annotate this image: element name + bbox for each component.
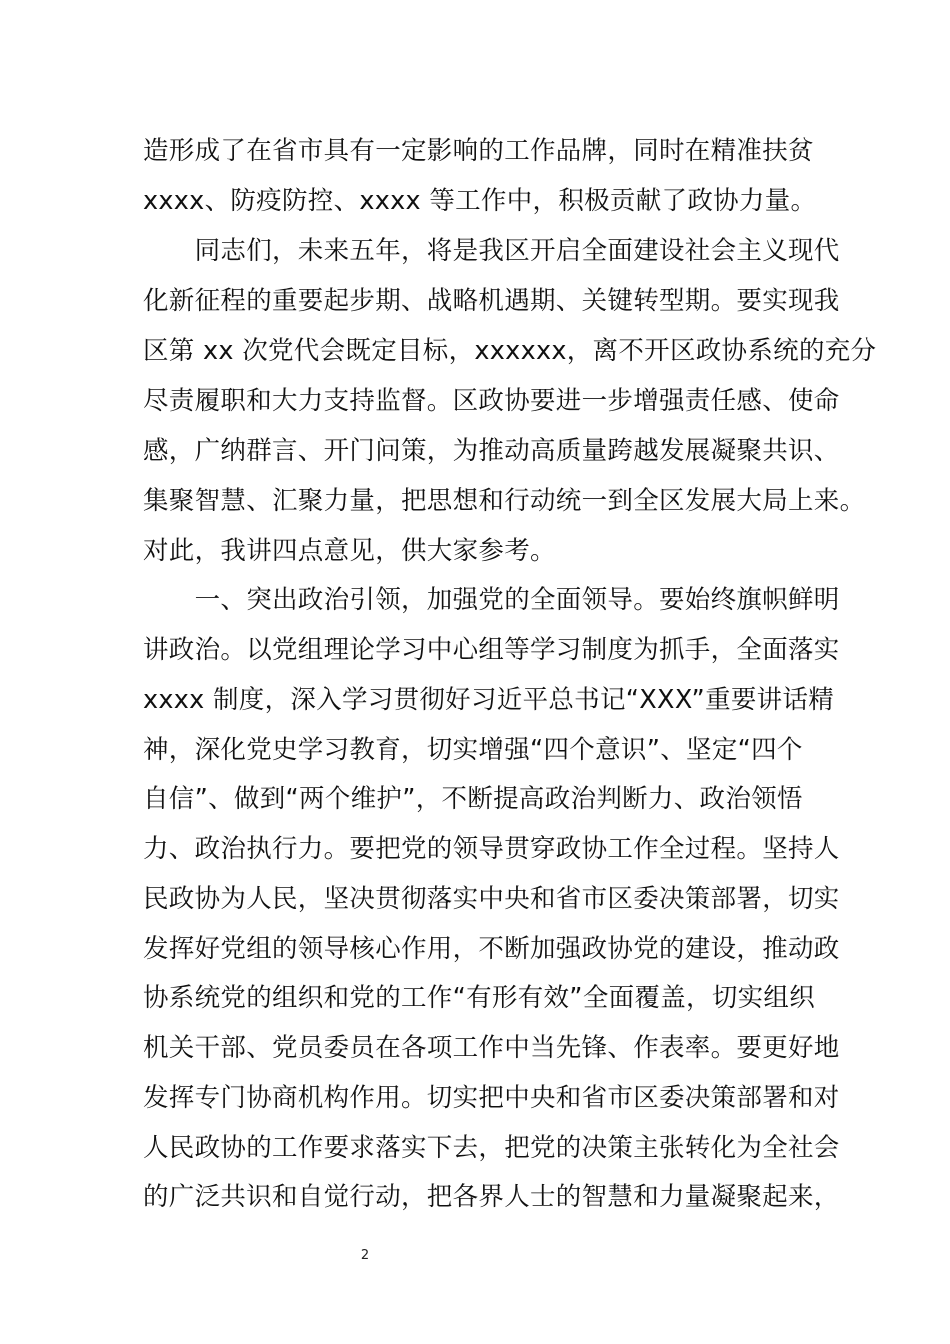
text-line: 造形成了在省市具有一定影响的工作品牌，同时在精准扶贫: [143, 136, 814, 166]
text-line: 发挥好党组的领导核心作用，不断加强政协党的建设，推动政: [143, 934, 840, 964]
text-line: 协系统党的组织和党的工作“有形有效”全面覆盖，切实组织: [143, 983, 816, 1013]
text-line: 发挥专门协商机构作用。切实把中央和省市区委决策部署和对: [143, 1083, 840, 1113]
text-line: xxxx、防疫防控、xxxx 等工作中，积极贡献了政协力量。: [143, 186, 817, 216]
text-line: 的广泛共识和自觉行动，把各界人士的智慧和力量凝聚起来，: [143, 1182, 840, 1212]
text-line: 民政协为人民，坚决贯彻落实中央和省市区委决策部署，切实: [143, 884, 840, 914]
text-line: 一、突出政治引领，加强党的全面领导。要始终旗帜鲜明: [143, 585, 840, 615]
text-line: 化新征程的重要起步期、战略机遇期、关键转型期。要实现我: [143, 286, 840, 316]
text-line: 感，广纳群言、开门问策，为推动高质量跨越发展凝聚共识、: [143, 436, 840, 466]
text-line: xxxx 制度，深入学习贯彻好习近平总书记“XXX”重要讲话精: [143, 685, 835, 715]
text-line: 区第 xx 次党代会既定目标，xxxxxx，离不开区政协系统的充分: [143, 336, 877, 366]
text-line: 集聚智慧、汇聚力量，把思想和行动统一到全区发展大局上来。: [143, 486, 866, 516]
text-line: 对此，我讲四点意见，供大家参考。: [143, 536, 556, 566]
page-number: 2: [360, 1248, 370, 1263]
text-line: 机关干部、党员委员在各项工作中当先锋、作表率。要更好地: [143, 1033, 840, 1063]
text-line: 自信”、做到“两个维护”，不断提高政治判断力、政治领悟: [143, 784, 803, 814]
text-line: 讲政治。以党组理论学习中心组等学习制度为抓手，全面落实: [143, 635, 840, 665]
text-line: 力、政治执行力。要把党的领导贯穿政协工作全过程。坚持人: [143, 834, 840, 864]
text-line: 神，深化党史学习教育，切实增强“四个意识”、坚定“四个: [143, 735, 803, 765]
text-line: 同志们，未来五年，将是我区开启全面建设社会主义现代: [143, 236, 840, 266]
text-line: 人民政协的工作要求落实下去，把党的决策主张转化为全社会: [143, 1133, 840, 1163]
text-line: 尽责履职和大力支持监督。区政协要进一步增强责任感、使命: [143, 386, 840, 416]
